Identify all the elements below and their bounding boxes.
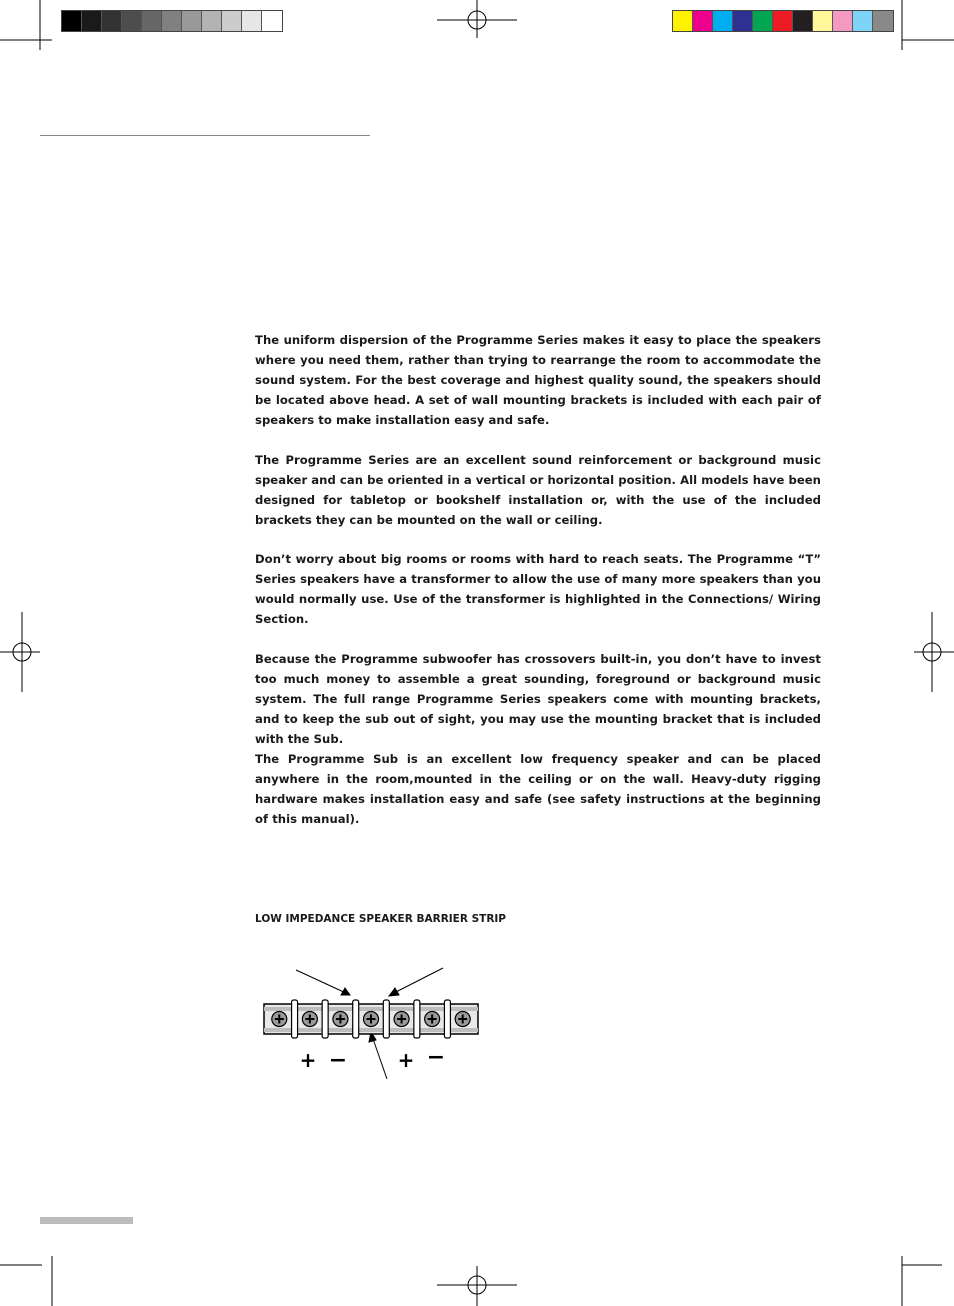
paragraph-transformer: Don’t worry about big rooms or rooms with hard to reach seats. The Programme “T” Series speakers have a transformer to allow the use of many more speakers than you would normally use. Use of the transformer is highlighted in the Connections/ Wiring Section. [255, 552, 821, 626]
paragraph-sub-placement: The Programme Sub is an excellent low frequency speaker and can be placed anywhere in the room,mounted in the ceiling or on the wall. Heavy-duty rigging hardware makes installation easy and safe (see safety instructions at the beginning of this manual). [255, 752, 821, 826]
footer-bar [40, 1217, 133, 1224]
paragraph-orientation: The Programme Series are an excellent sound reinforcement or background music speaker and can be oriented in a vertical or horizontal position. All models have been designed for tabletop or bookshelf installation or, with the use of the included brackets they can be mounted on the wall or ceiling. [255, 453, 821, 527]
polarity-minus-2: − [426, 1045, 446, 1070]
paragraph-subwoofer: Because the Programme subwoofer has crossovers built-in, you don’t have to invest too much money to assemble a great sounding, foreground or background music system. The full range Programme Series speakers come with mounting brackets, and to keep the sub out of sight, you may use the mounting bracket that is included with the Sub. [255, 652, 821, 746]
paragraph-placement: The uniform dispersion of the Programme Series makes it easy to place the speakers where you need them, rather than trying to rearrange the room to accommodate the sound system. For the best coverage and highest quality sound, the speakers should be located above head. A set of wall mounting brackets is included with each pair of speakers to make installation easy and safe. [255, 333, 821, 427]
polarity-plus-2: + [397, 1048, 415, 1072]
diagram-caption: LOW IMPEDANCE SPEAKER BARRIER STRIP [255, 913, 507, 925]
polarity-plus-1: + [299, 1048, 317, 1072]
polarity-minus-1: − [328, 1048, 348, 1073]
header-rule [40, 135, 370, 136]
